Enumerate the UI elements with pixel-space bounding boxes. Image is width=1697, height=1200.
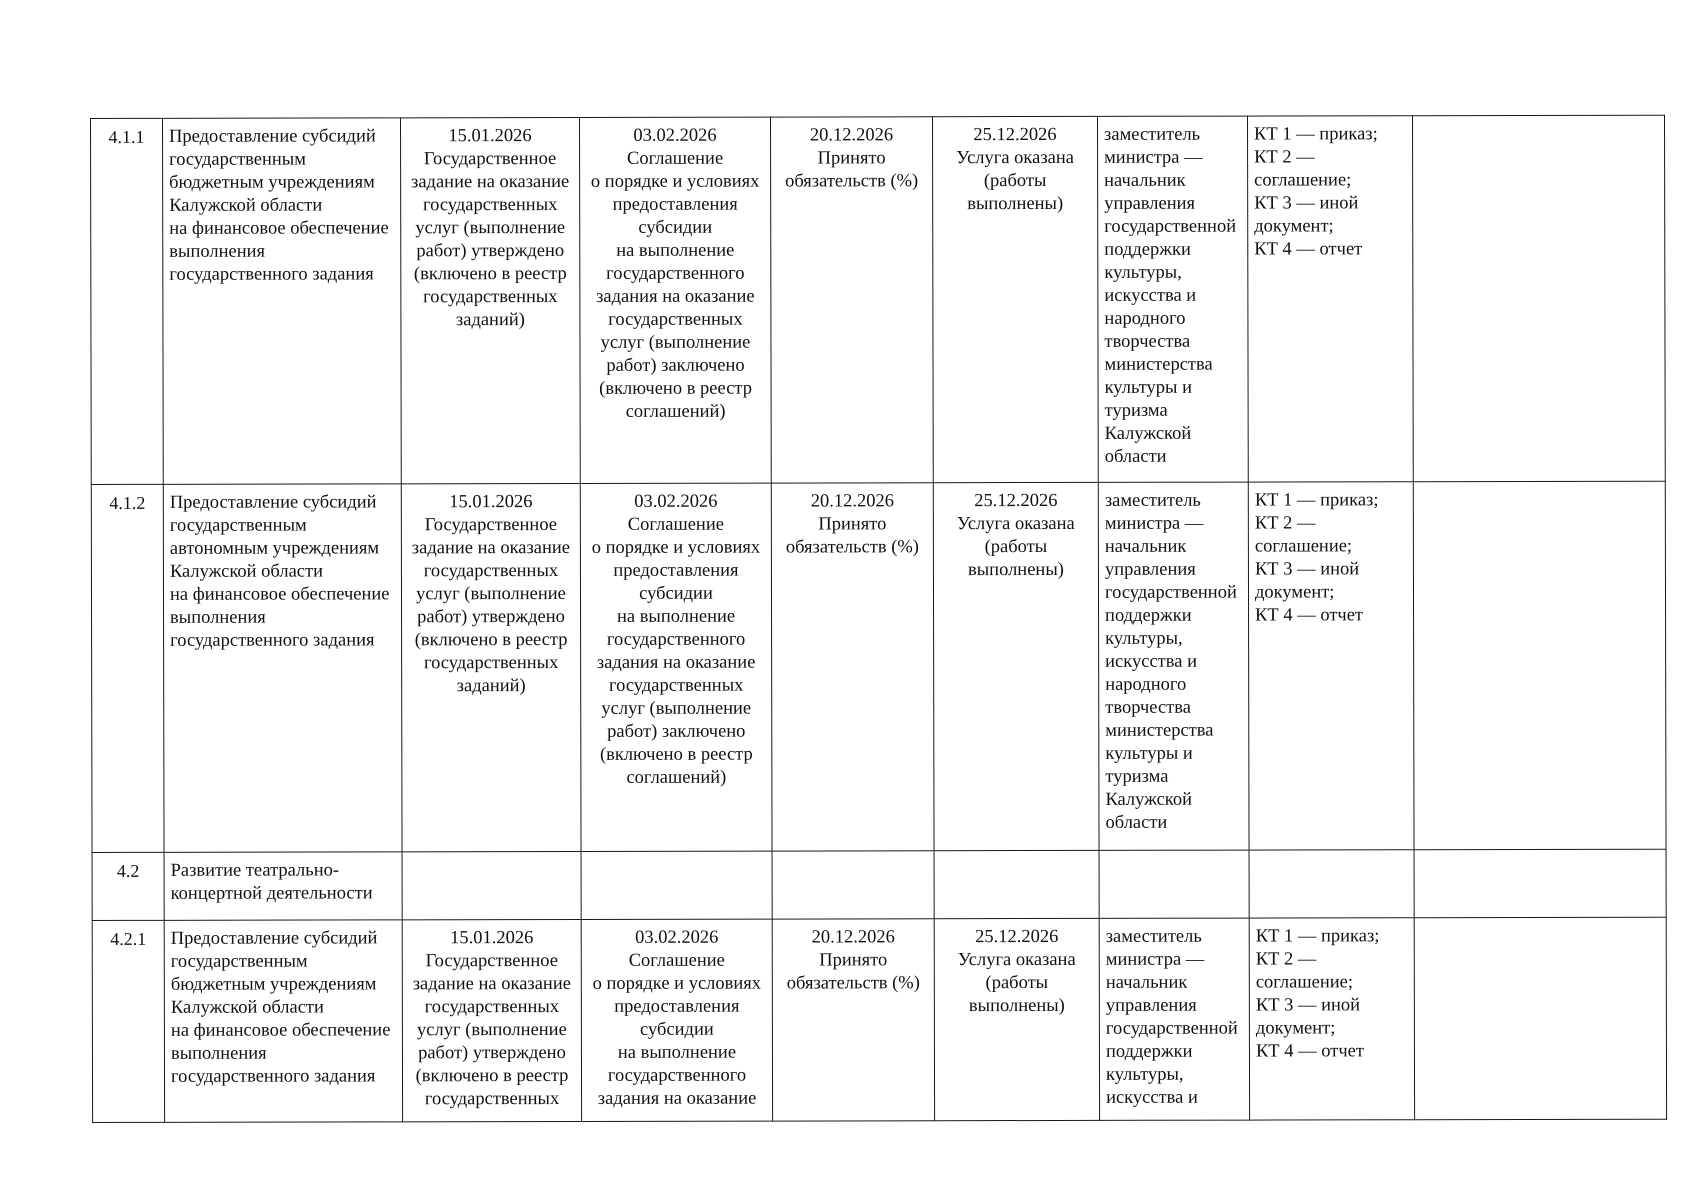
responsible-cell — [1099, 918, 1249, 1120]
cell-text-line: бюджетным учреждениям — [169, 172, 375, 193]
commitment-checkpoint-cell — [771, 483, 934, 851]
cell-text-line: министерства — [1104, 354, 1213, 375]
cell-text-line: субсидии — [640, 1019, 714, 1040]
cell-text-line: предоставления — [612, 194, 738, 215]
cell-text-line: задания на оказание — [596, 286, 755, 307]
control-points-cell — [1247, 116, 1413, 482]
event-name-cell — [163, 484, 402, 852]
plan-table — [90, 115, 1667, 1123]
cell-text-line: государственных — [423, 561, 559, 582]
cell-text-line: Соглашение — [627, 514, 724, 535]
cell-text-line: 4.1.1 — [108, 126, 145, 147]
cell-text-line: КТ 2 — — [1254, 147, 1315, 168]
cell-text-line: Калужской области — [170, 997, 324, 1018]
service-checkpoint-cell — [934, 850, 1099, 918]
cell-text-line: выполнения — [169, 241, 266, 262]
cell-text-line: 25.12.2026 — [973, 124, 1057, 146]
cell-text-line: начальник — [1105, 972, 1188, 993]
event-name-cell — [164, 852, 402, 920]
cell-text-line: задание на оказание — [411, 537, 571, 559]
cell-text-line: управления — [1105, 995, 1197, 1016]
commitment-checkpoint-cell — [772, 919, 934, 1121]
cell-text-line: управления — [1104, 193, 1196, 214]
cell-text-line: КТ 1 — приказ; — [1254, 490, 1379, 511]
cell-text-line: Предоставление субсидий — [169, 492, 377, 513]
cell-text-line: государственного — [606, 263, 745, 284]
cell-text-line: 03.02.2026 — [634, 491, 718, 512]
cell-text-line: государственным — [169, 515, 307, 536]
cell-text-line: субсидии — [639, 583, 713, 604]
cell-text-line: заместитель — [1104, 124, 1201, 145]
responsible-cell — [1097, 116, 1248, 482]
cell-text-line: поддержки — [1104, 239, 1191, 260]
cell-text-line: о порядке и условиях — [590, 171, 760, 192]
cell-text-line: задание на оказание — [411, 171, 570, 193]
cell-text-line: государственным — [169, 149, 306, 170]
table-row — [92, 917, 1666, 1122]
event-name-cell — [164, 920, 402, 1122]
cell-text-line: КТ 4 — отчет — [1255, 1041, 1364, 1062]
cell-text-line: (включено в реестр — [599, 744, 753, 765]
cell-text-line: министра — — [1104, 513, 1204, 534]
cell-text-line: предоставления — [614, 996, 740, 1017]
cell-text-line: Принято — [817, 148, 886, 169]
cell-text-line: на выполнение — [617, 1042, 737, 1063]
cell-text-line: Принято — [819, 950, 888, 971]
cell-text-line: заместитель — [1105, 926, 1202, 947]
cell-text-line: документ; — [1254, 216, 1334, 237]
document-page — [90, 115, 1666, 1146]
cell-text-line: КТ 2 — — [1255, 949, 1317, 970]
cell-text-line: 4.2 — [116, 860, 140, 881]
table-row — [92, 849, 1666, 920]
cell-text-line: области — [1105, 812, 1168, 833]
commitment-checkpoint-cell — [770, 117, 933, 483]
cell-text-line: 15.01.2026 — [450, 928, 534, 949]
cell-text-line: государственных — [608, 309, 743, 330]
cell-text-line: (включено в реестр — [599, 378, 752, 399]
cell-text-line: государственной — [1104, 582, 1237, 603]
service-checkpoint-cell — [932, 116, 1098, 482]
cell-text-line: государственной — [1105, 1018, 1238, 1039]
cell-text-line: Калужской области — [169, 195, 323, 216]
cell-text-line: КТ 2 — — [1254, 513, 1316, 534]
cell-text-line: Принято — [818, 514, 887, 535]
cell-text-line: культуры, — [1105, 1064, 1184, 1085]
cell-text-line: КТ 3 — иной — [1254, 193, 1359, 214]
cell-text-line: концертной деятельности — [170, 883, 373, 904]
cell-text-line: начальник — [1104, 536, 1187, 557]
cell-text-line: КТ 4 — отчет — [1254, 239, 1363, 260]
cell-text-line: (работы — [983, 170, 1047, 192]
row-number-cell — [92, 920, 164, 1122]
cell-text-line: министра — — [1105, 949, 1205, 970]
cell-text-line: Услуга оказана — [956, 147, 1074, 169]
table-row — [91, 115, 1666, 484]
cell-text-line: соглашение; — [1255, 972, 1354, 993]
cell-text-line: 20.12.2026 — [809, 125, 894, 146]
cell-text-line: 03.02.2026 — [635, 927, 719, 948]
responsible-cell — [1098, 482, 1249, 850]
cell-text-line: государственных — [423, 653, 559, 674]
event-name-cell — [163, 118, 402, 484]
cell-text-line: (включено в реестр — [413, 264, 567, 285]
cell-text-line: Соглашение — [626, 148, 724, 169]
cell-text-line: культуры и — [1104, 377, 1193, 398]
cell-text-line: туризма — [1105, 766, 1169, 787]
cell-text-line: документ; — [1254, 582, 1335, 603]
cell-text-line: обязательств (%) — [785, 171, 919, 192]
cell-text-line: работ) заключено — [607, 721, 746, 742]
cell-text-line: творчества — [1104, 331, 1191, 352]
start-checkpoint-cell — [401, 117, 581, 483]
cell-text-line: услуг (выполнение — [417, 1020, 567, 1041]
cell-text-line: туризма — [1104, 400, 1168, 421]
cell-text-line: государственного задания — [170, 1066, 376, 1087]
cell-text-line: государственного задания — [169, 264, 374, 285]
cell-text-line: работ) заключено — [606, 355, 745, 376]
cell-text-line: государственных — [423, 287, 558, 308]
cell-text-line: услуг (выполнение — [415, 218, 566, 239]
cell-text-line: государственных — [424, 1089, 560, 1110]
start-checkpoint-cell — [401, 483, 581, 851]
cell-text-line: работ) утверждено — [416, 241, 565, 262]
cell-text-line: 15.01.2026 — [448, 126, 532, 147]
cell-text-line: 20.12.2026 — [811, 927, 895, 948]
cell-text-line: Калужской — [1105, 789, 1193, 810]
cell-text-line: соглашение; — [1254, 170, 1352, 191]
cell-text-line: Соглашение — [628, 950, 725, 971]
cell-text-line: Предоставление субсидий — [170, 928, 378, 949]
control-points-cell — [1249, 850, 1414, 918]
cell-text-line: министерства — [1105, 720, 1214, 741]
cell-text-line: государственного задания — [170, 630, 375, 651]
cell-text-line: предоставления — [613, 560, 739, 581]
cell-text-line: услуг (выполнение — [600, 332, 751, 353]
start-checkpoint-cell — [402, 919, 581, 1121]
cell-text-line: Услуга оказана — [957, 949, 1076, 971]
cell-text-line: субсидии — [638, 217, 713, 238]
cell-text-line: 15.01.2026 — [449, 492, 533, 513]
cell-text-line: Государственное — [424, 515, 558, 536]
cell-text-line: задания на оказание — [596, 652, 756, 673]
cell-text-line: Услуга оказана — [956, 513, 1075, 535]
cell-text-line: государственного — [607, 1065, 747, 1086]
cell-text-line: 25.12.2026 — [975, 926, 1059, 948]
cell-text-line: культуры, — [1104, 262, 1182, 283]
cell-text-line: государственного — [606, 629, 746, 650]
notes-cell — [1414, 917, 1666, 1120]
cell-text-line: на финансовое обеспечение — [170, 1020, 391, 1041]
cell-text-line: соглашений) — [625, 401, 726, 422]
cell-text-line: КТ 1 — приказ; — [1254, 124, 1378, 145]
cell-text-line: культуры и — [1105, 743, 1193, 764]
row-number-cell — [91, 484, 164, 852]
cell-text-line: Калужской области — [169, 561, 324, 582]
cell-text-line: о порядке и условиях — [591, 537, 761, 558]
cell-text-line: государственных — [422, 195, 558, 216]
cell-text-line: государственных — [608, 675, 744, 696]
cell-text-line: на выполнение — [616, 606, 736, 627]
cell-text-line: культуры, — [1105, 628, 1183, 649]
cell-text-line: КТ 1 — приказ; — [1255, 926, 1380, 947]
cell-text-line: министра — — [1104, 147, 1203, 168]
cell-text-line: начальник — [1104, 170, 1186, 191]
row-number-cell — [91, 118, 164, 484]
cell-text-line: на финансовое обеспечение — [169, 584, 390, 605]
cell-text-line: выполнены) — [967, 559, 1064, 581]
cell-text-line: 4.2.1 — [110, 928, 147, 949]
cell-text-line: государственным — [170, 951, 308, 972]
cell-text-line: работ) утверждено — [417, 607, 565, 628]
cell-text-line: 03.02.2026 — [633, 125, 717, 146]
cell-text-line: задание на оказание — [412, 973, 571, 995]
cell-text-line: услуг (выполнение — [601, 698, 752, 719]
cell-text-line: КТ 4 — отчет — [1255, 605, 1364, 626]
service-checkpoint-cell — [934, 918, 1099, 1120]
cell-text-line: обязательств (%) — [785, 537, 919, 558]
cell-text-line: задания на оказание — [597, 1088, 757, 1109]
cell-text-line: работ) утверждено — [418, 1043, 566, 1064]
cell-text-line: искусства и — [1104, 285, 1197, 306]
notes-cell — [1414, 849, 1666, 918]
commitment-checkpoint-cell — [772, 851, 934, 919]
row-number-cell — [92, 852, 164, 920]
cell-text-line: поддержки — [1105, 1041, 1193, 1062]
cell-text-line: искусства и — [1106, 1087, 1198, 1108]
cell-text-line: соглашений) — [626, 767, 727, 788]
cell-text-line: Государственное — [425, 951, 558, 972]
cell-text-line: государственных — [424, 997, 560, 1018]
cell-text-line: (включено в реестр — [415, 1066, 569, 1087]
cell-text-line: (включено в реестр — [414, 630, 568, 651]
agreement-checkpoint-cell — [580, 483, 772, 851]
responsible-cell — [1099, 850, 1249, 918]
agreement-checkpoint-cell — [580, 117, 772, 483]
cell-text-line: Развитие театрально- — [170, 860, 340, 881]
table-row — [91, 481, 1666, 852]
cell-text-line: Государственное — [423, 149, 557, 170]
start-checkpoint-cell — [402, 851, 581, 919]
cell-text-line: выполнения — [170, 1043, 267, 1064]
cell-text-line: заданий) — [455, 310, 525, 331]
cell-text-line: (работы — [984, 536, 1048, 558]
cell-text-line: о порядке и условиях — [592, 973, 762, 994]
table-body — [91, 115, 1667, 1122]
cell-text-line: выполнены) — [968, 995, 1065, 1017]
cell-text-line: творчества — [1105, 697, 1191, 718]
cell-text-line: на выполнение — [616, 240, 735, 261]
cell-text-line: выполнены) — [967, 193, 1064, 215]
cell-text-line: автономным учреждениям — [169, 538, 380, 559]
notes-cell — [1412, 115, 1665, 482]
agreement-checkpoint-cell — [581, 851, 772, 919]
cell-text-line: услуг (выполнение — [416, 584, 566, 605]
control-points-cell — [1248, 482, 1414, 850]
cell-text-line: (работы — [985, 972, 1049, 994]
cell-text-line: КТ 3 — иной — [1255, 995, 1361, 1016]
cell-text-line: на финансовое обеспечение — [169, 218, 389, 239]
cell-text-line: поддержки — [1105, 605, 1192, 626]
cell-text-line: Предоставление субсидий — [169, 126, 376, 147]
service-checkpoint-cell — [933, 482, 1099, 850]
cell-text-line: 4.1.2 — [109, 492, 146, 513]
cell-text-line: управления — [1104, 559, 1196, 580]
cell-text-line: Калужской — [1104, 423, 1192, 444]
cell-text-line: КТ 3 — иной — [1254, 559, 1360, 580]
cell-text-line: бюджетным учреждениям — [170, 974, 377, 995]
cell-text-line: заместитель — [1104, 490, 1201, 511]
cell-text-line: государственной — [1104, 216, 1237, 237]
cell-text-line: обязательств (%) — [786, 973, 920, 994]
cell-text-line: соглашение; — [1254, 536, 1353, 557]
cell-text-line: народного — [1105, 674, 1187, 695]
cell-text-line: 25.12.2026 — [974, 490, 1058, 512]
cell-text-line: искусства и — [1105, 651, 1197, 672]
cell-text-line: заданий) — [456, 676, 526, 697]
control-points-cell — [1249, 918, 1414, 1120]
cell-text-line: выполнения — [170, 607, 266, 628]
cell-text-line: 20.12.2026 — [810, 491, 894, 512]
cell-text-line: области — [1104, 446, 1167, 467]
cell-text-line: народного — [1104, 308, 1186, 329]
cell-text-line: документ; — [1255, 1018, 1336, 1039]
agreement-checkpoint-cell — [581, 919, 772, 1121]
notes-cell — [1413, 481, 1666, 850]
